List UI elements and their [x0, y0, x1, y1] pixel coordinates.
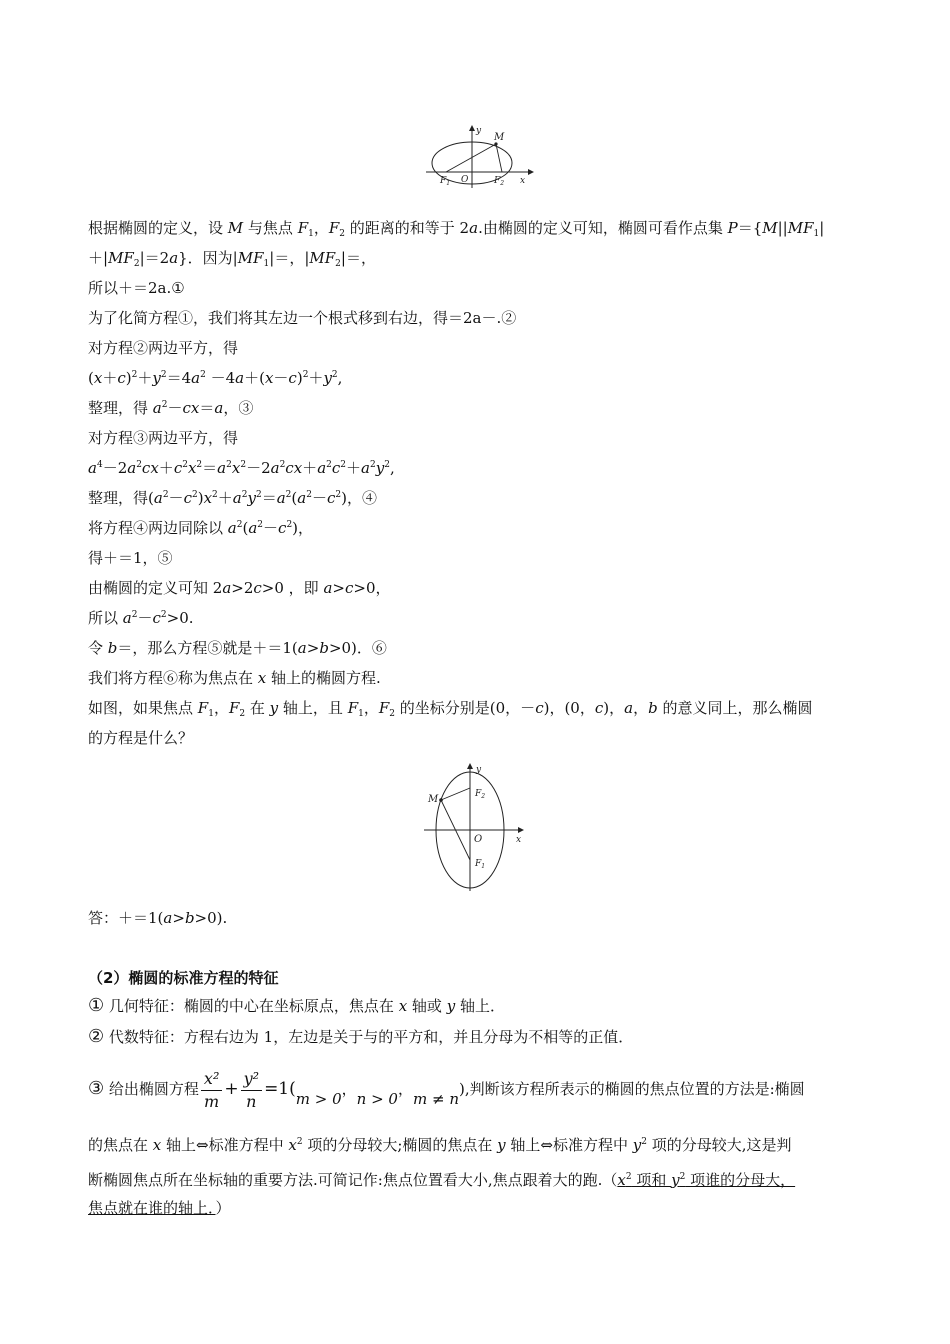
line-18: 的方程是什么？: [88, 729, 194, 747]
item-line-4: 的焦点在 x 轴上⇔标准方程中 $x^2$ 项的分母较大;椭圆的焦点在 y 轴上⇔标准方程中 $y^2$ 项的分母较大,这是判: [88, 1136, 792, 1154]
answer-line: 答：＋＝1(a>b>0).: [88, 909, 228, 927]
line-definition: 根据椭圆的定义，设 M 与焦点 $F_1$，$F_2$ 的距离的和等于 2a.由椭圆的定义可知，椭圆可看作点集 $P=\{M||MF_1|$: [88, 219, 825, 239]
line-10: 整理，得$(a^2-c^2)x^2+a^2y^2=a^2(a^2-c^2)$，④: [88, 489, 377, 507]
section-title: （2）椭圆的标准方程的特征: [88, 969, 279, 987]
ellipse-figure-horizontal: [420, 122, 540, 188]
fig2-x-label: x: [516, 835, 522, 845]
svg-text:F1: $F_1$: [475, 859, 486, 870]
svg-text:F2: $F_2$: [475, 789, 486, 800]
item-line-5: 断椭圆焦点所在坐标轴的重要方法.可简记作:焦点位置看大小,焦点跟着大的跑$.(x^2$ 项和 $y^2$ 项谁的分母大，: [88, 1171, 796, 1189]
item-algebraic: ② 代数特征：方程右边为 1，左边是关于与的平方和，并且分母为不相等的正值．: [88, 1026, 634, 1047]
fig1-y-label: y: [476, 126, 482, 136]
line-14: 所以 $a^2-c^2>0$.: [88, 609, 194, 627]
fig2-y-label: y: [476, 765, 482, 775]
line-17: 如图，如果焦点 $F_1$，$F_2$ 在 y 轴上，且 $F_1$，$F_2$ 的坐标分别是(0，－c)，(0，c)，a，b 的意义同上，那么椭圆: [88, 699, 813, 719]
fraction-y: $\frac{\text{y²}}{n}$: [241, 1068, 262, 1113]
line-5: 对方程②两边平方，得: [88, 339, 239, 357]
fig1-m-label: M: [494, 132, 505, 143]
line-7: 整理，得 $a^2-cx=a$，③: [88, 399, 254, 417]
item-focus-method: ③ 给出椭圆方程 $\frac{\text{x²}}{m}$ + $\frac{\text{y²}}{n}$ =1(m > 0，n > 0，m ≠ n),判断该方程所表示的椭圆的焦点位置的方法是:椭圆: [88, 1068, 805, 1111]
fig1-x-label: x: [520, 176, 526, 186]
item-geometric: ① 几何特征：椭圆的中心在坐标原点，焦点在 x 轴或 y 轴上．: [88, 995, 505, 1016]
line-6: $(x+c)^2+y^2=4a^2 -4a+(x-c)^2+y^2$,: [88, 369, 343, 387]
ellipse-figure-vertical: [420, 758, 535, 893]
line-3: 所以＋＝2a.①: [88, 279, 185, 297]
svg-text:F2: $F_2$: [494, 176, 505, 187]
fig1-origin-label: O: [461, 175, 469, 185]
line-4: 为了化简方程①，我们将其左边一个根式移到右边，得＝2a－.②: [88, 309, 517, 327]
line-15: 令 b＝，那么方程⑤就是＋＝1(a>b>0)．⑥: [88, 639, 387, 657]
item-line-6: 焦点就在谁的轴上．）: [88, 1199, 231, 1217]
line-9: $a^4-2a^2cx+c^2x^2=a^2x^2-2a^2cx+a^2c^2+a^2y^2$,: [88, 459, 395, 477]
fig2-origin-label: O: [474, 834, 483, 845]
line-16: 我们将方程⑥称为焦点在 x 轴上的椭圆方程.: [88, 669, 381, 687]
line-13: 由椭圆的定义可知 2a>2c>0 ，即 a>c>0，: [88, 579, 391, 597]
line-11: 将方程④两边同除以 $a^2(a^2-c^2)$，: [88, 519, 314, 537]
line-8: 对方程③两边平方，得: [88, 429, 239, 447]
line-12: 得＋＝1，⑤: [88, 549, 173, 567]
fraction-x: $\frac{\text{x²}}{m}$: [201, 1068, 222, 1113]
line-2: $+|MF_2|=2a$}．因为$|MF_1|=$，$|MF_2|=$，: [88, 249, 376, 269]
svg-text:F1: $F_1$: [440, 176, 451, 187]
fig2-m-label: M: [428, 794, 439, 805]
